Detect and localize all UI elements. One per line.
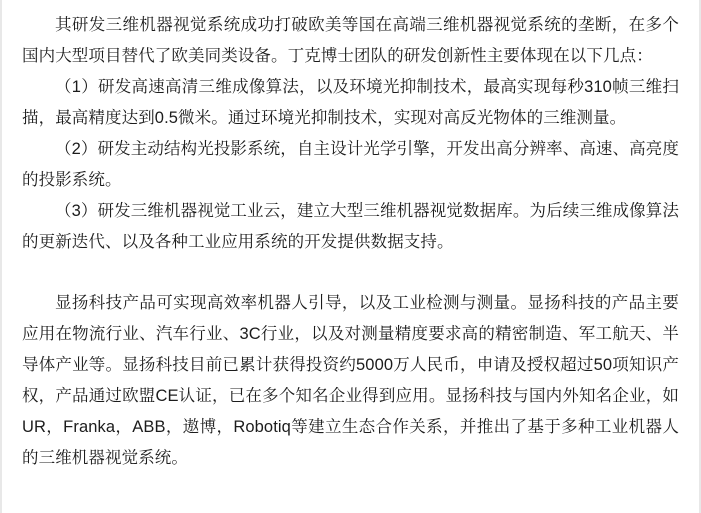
- paragraph-point-3: （3）研发三维机器视觉工业云，建立大型三维机器视觉数据库。为后续三维成像算法的更新迭代、以及各种工业应用系统的开发提供数据支持。: [22, 202, 679, 251]
- paragraph-intro: 其研发三维机器视觉系统成功打破欧美等国在高端三维机器视觉系统的垄断，在多个国内大型项目替代了欧美同类设备。丁克博士团队的研发创新性主要体现在以下几点：: [22, 16, 679, 65]
- paragraph-point-2: （2）研发主动结构光投影系统，自主设计光学引擎，开发出高分辨率、高速、高亮度的投影系统。: [22, 140, 679, 189]
- page-left-border: [0, 0, 2, 513]
- paragraph-summary: 显扬科技产品可实现高效率机器人引导，以及工业检测与测量。显扬科技的产品主要应用在物流行业、汽车行业、3C行业，以及对测量精度要求高的精密制造、军工航天、半导体产业等。显扬科技目前已累计获得投资约5000万人民币，申请及授权超过50项知识产权，产品通过欧盟CE认证，已在多个知名企业得到应用。显扬科技与国内外知名企业，如UR，Franka，ABB，遨博，Robotiq等建立生态合作关系，并推出了基于多种工业机器人的三维机器视觉系统。: [22, 294, 679, 467]
- paragraph-point-1: （1）研发高速高清三维成像算法，以及环境光抑制技术，最高实现每秒310帧三维扫描，最高精度达到0.5微米。通过环境光抑制技术，实现对高反光物体的三维测量。: [22, 78, 679, 127]
- document-body: [22, 10, 679, 474]
